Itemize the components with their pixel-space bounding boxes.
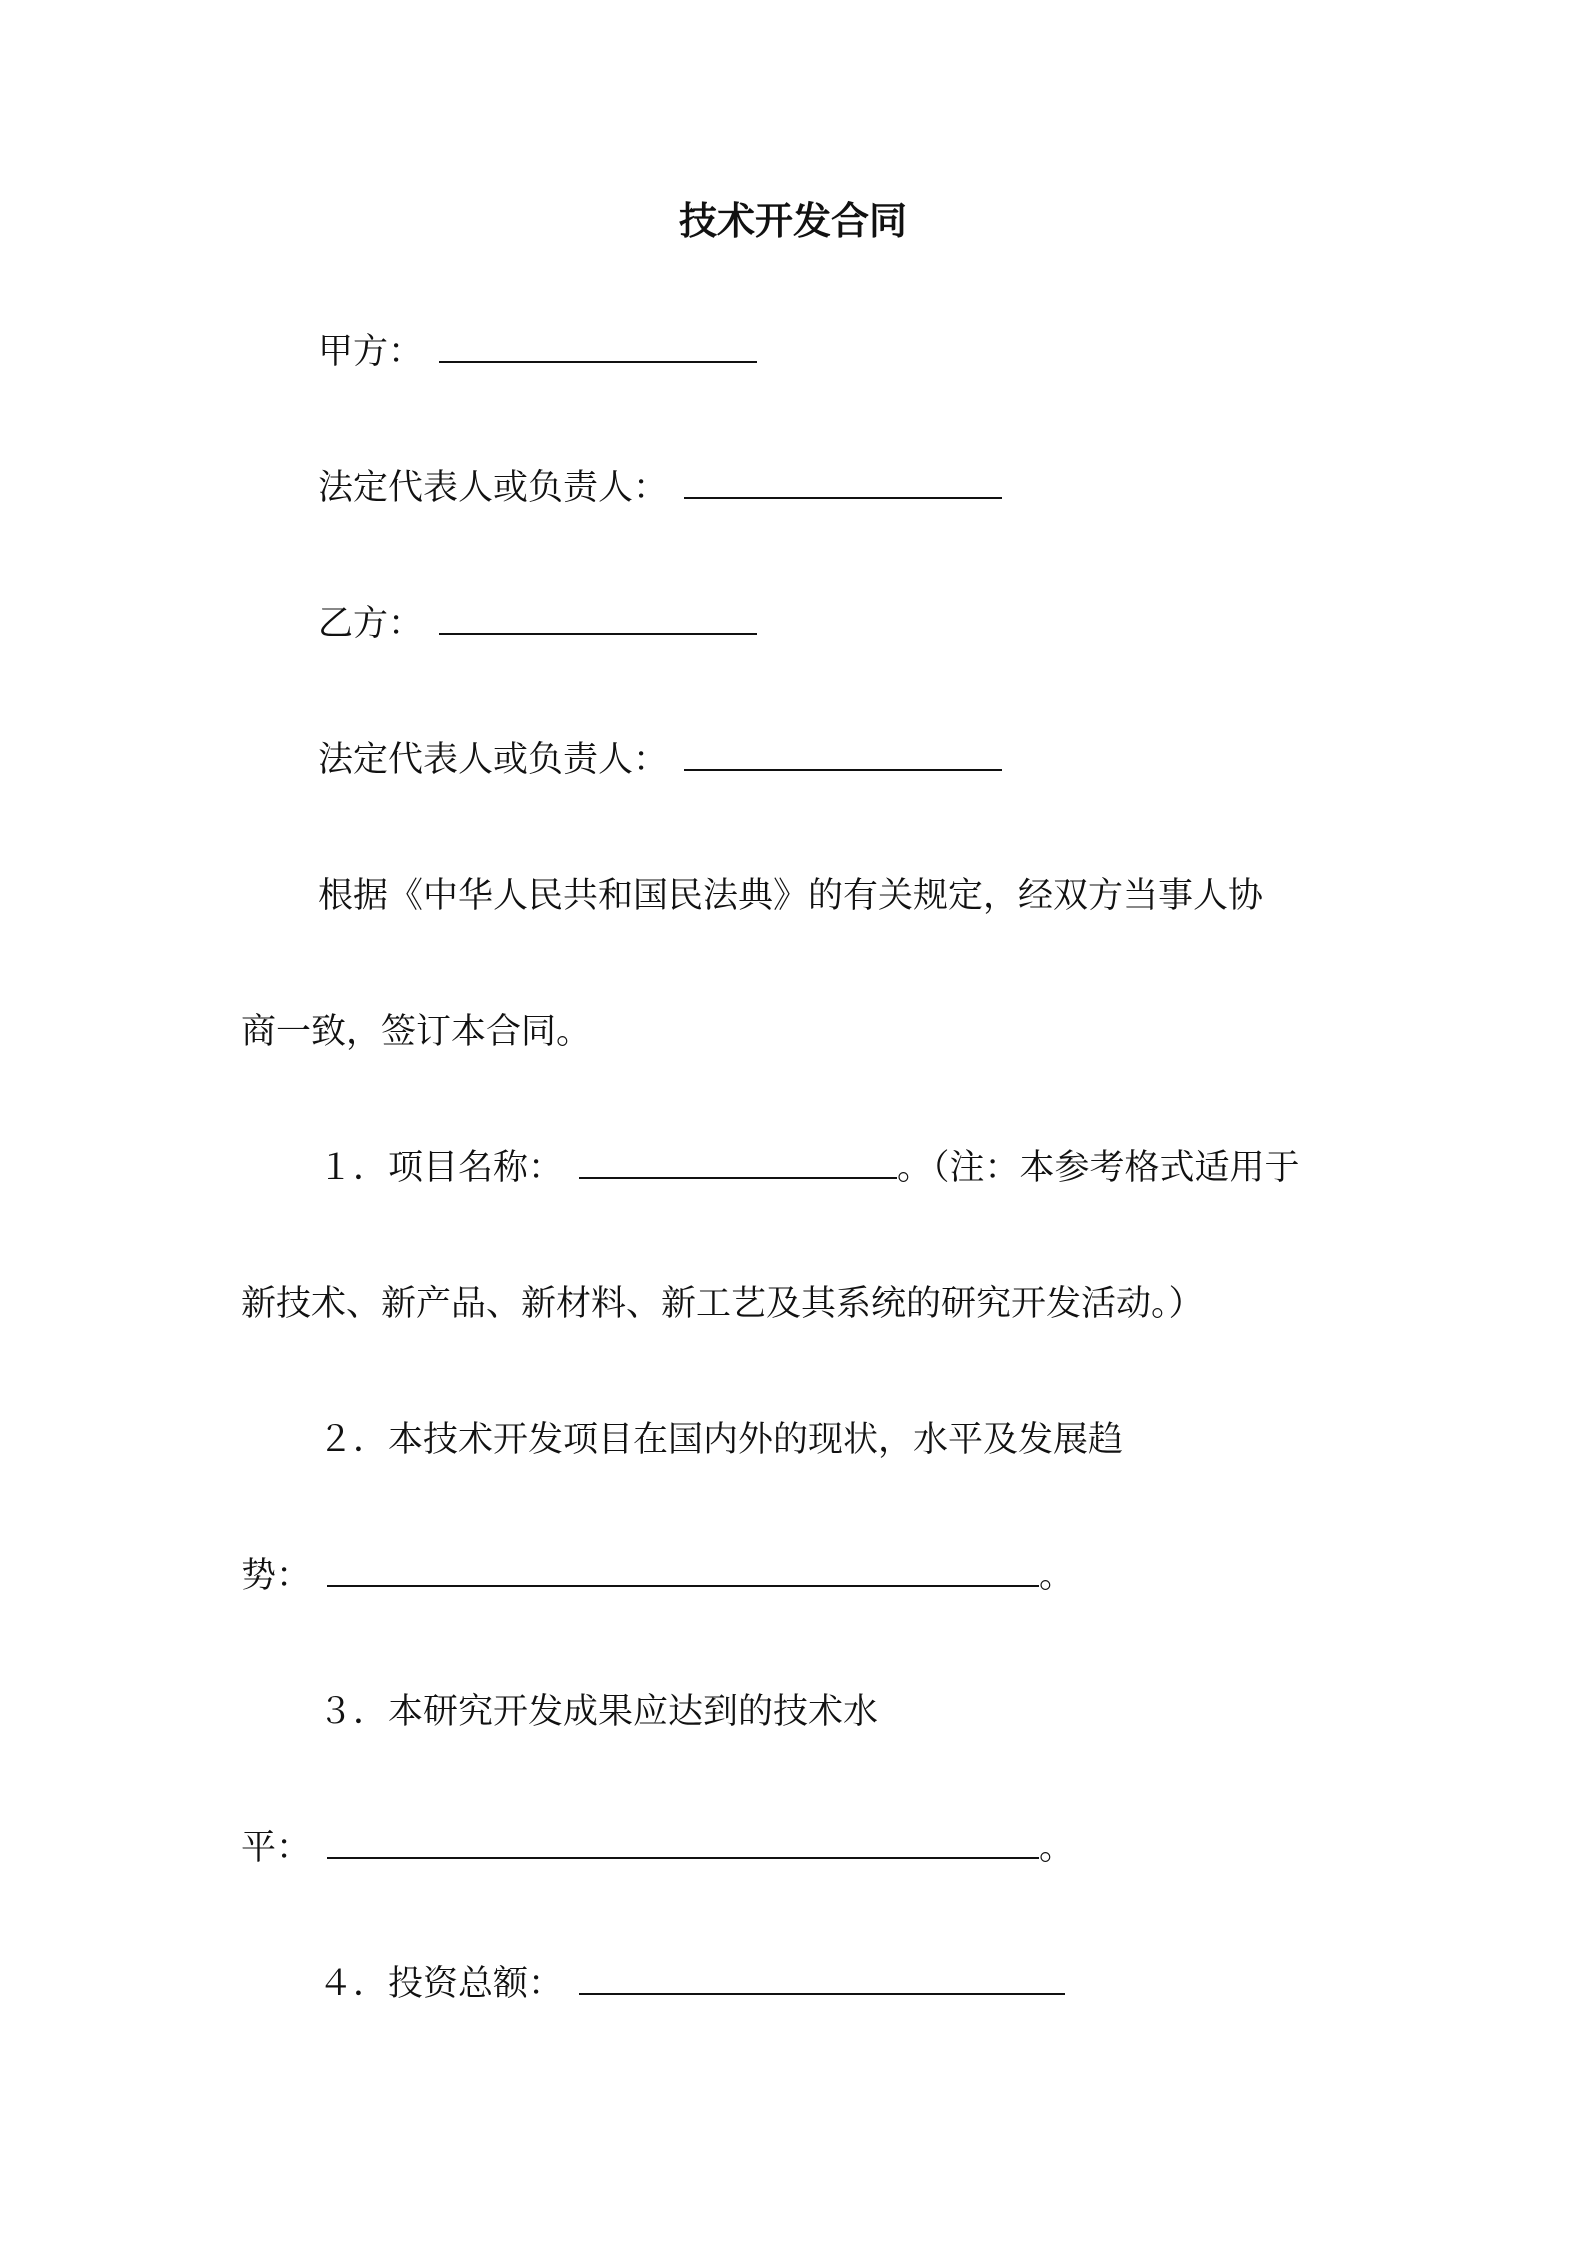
- item1-prefix: １．项目名称：: [318, 1148, 564, 1188]
- item1-suffix: 。（注：本参考格式适用于: [897, 1148, 1300, 1188]
- tech-level-blank[interactable]: [327, 1827, 1039, 1859]
- trend-blank[interactable]: [327, 1555, 1039, 1587]
- item1-line-2: 新技术、新产品、新材料、新工艺及其系统的研究开发活动。）: [241, 1284, 1204, 1324]
- party-b-line: [318, 600, 757, 648]
- party-a-rep-blank[interactable]: [684, 467, 1002, 499]
- item3-line-1: ３．本研究开发成果应达到的技术水: [318, 1692, 879, 1732]
- investment-total-blank[interactable]: [579, 1963, 1065, 1995]
- item3-line-2: [241, 1824, 1074, 1872]
- item1-line-1: [318, 1144, 1300, 1192]
- item2-line-1: ２．本技术开发项目在国内外的现状，水平及发展趋: [318, 1420, 1124, 1460]
- document-title: 技术开发合同: [678, 199, 907, 243]
- project-name-blank[interactable]: [579, 1147, 897, 1179]
- party-a-rep-line: [318, 464, 1002, 512]
- party-a-blank[interactable]: [439, 331, 757, 363]
- item4-prefix: ４．投资总额：: [318, 1964, 564, 2004]
- preamble-line-2: 商一致，签订本合同。: [241, 1012, 592, 1052]
- item2-line-2: [241, 1552, 1074, 1600]
- item3-suffix: 。: [1039, 1828, 1075, 1868]
- party-b-label: 乙方：: [318, 604, 424, 644]
- party-a-rep-label: 法定代表人或负责人：: [318, 468, 669, 508]
- item3-prefix: 平：: [241, 1828, 312, 1868]
- party-a-label: 甲方：: [318, 332, 424, 372]
- party-b-rep-blank[interactable]: [684, 739, 1002, 771]
- party-b-rep-label: 法定代表人或负责人：: [318, 740, 669, 780]
- preamble-line-1: 根据《中华人民共和国民法典》的有关规定，经双方当事人协: [318, 876, 1264, 916]
- party-b-blank[interactable]: [439, 603, 757, 635]
- item2-suffix: 。: [1039, 1556, 1075, 1596]
- item4-line: [318, 1960, 1065, 2008]
- item2-prefix: 势：: [241, 1556, 312, 1596]
- party-b-rep-line: [318, 736, 1002, 784]
- party-a-line: [318, 328, 757, 376]
